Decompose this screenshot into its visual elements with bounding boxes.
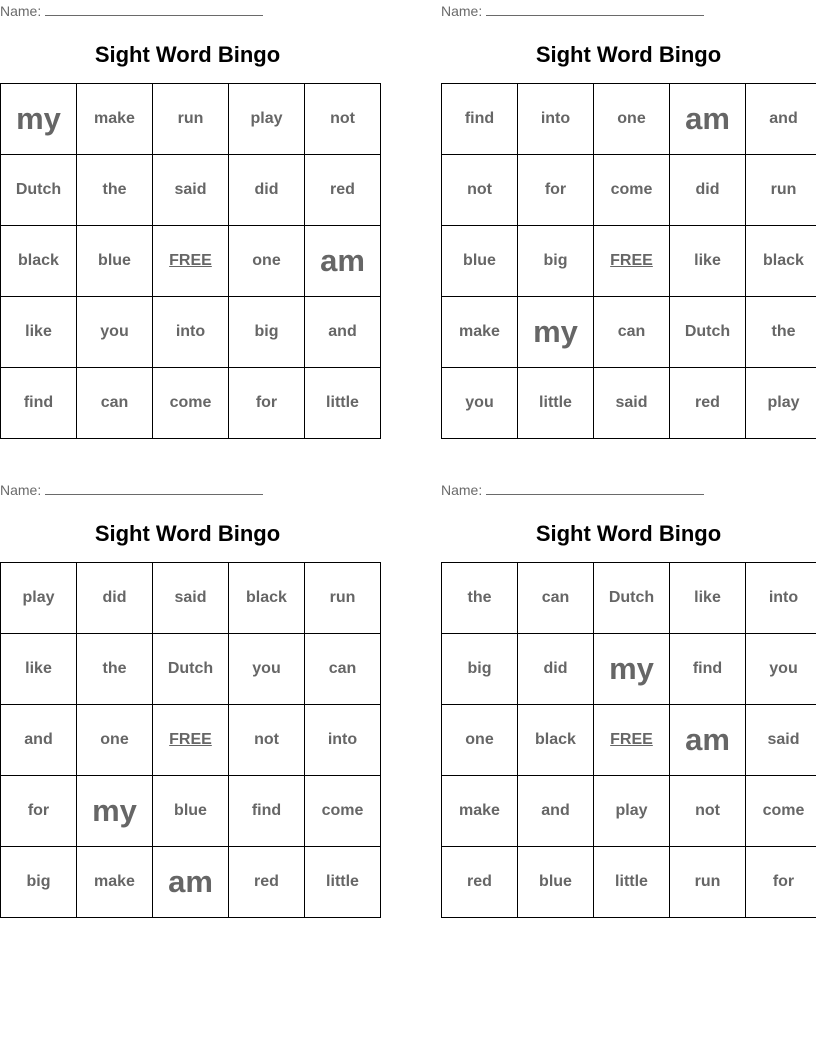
grid-cell: not — [229, 705, 305, 776]
grid-cell: play — [229, 84, 305, 155]
bingo-grid — [441, 83, 816, 439]
grid-cell: my — [518, 297, 594, 368]
grid-row — [442, 847, 816, 918]
grid-cell: blue — [153, 776, 229, 847]
grid-row — [442, 705, 816, 776]
grid-cell: you — [229, 634, 305, 705]
grid-cell: blue — [442, 226, 518, 297]
grid-cell: for — [229, 368, 305, 439]
grid-cell: did — [670, 155, 746, 226]
grid-cell: play — [1, 563, 77, 634]
bingo-grid — [0, 562, 381, 918]
name-field — [0, 481, 263, 499]
grid-cell: not — [305, 84, 381, 155]
grid-cell: find — [442, 84, 518, 155]
grid-cell: said — [594, 368, 670, 439]
grid-cell: run — [746, 155, 816, 226]
grid-cell: one — [594, 84, 670, 155]
grid-row — [442, 155, 816, 226]
grid-cell: make — [442, 776, 518, 847]
grid-row — [1, 634, 381, 705]
bingo-card-2 — [441, 0, 816, 434]
name-label: Name: — [0, 3, 42, 19]
grid-cell: run — [305, 563, 381, 634]
grid-row — [1, 155, 381, 226]
grid-cell: play — [746, 368, 816, 439]
grid-cell: black — [1, 226, 77, 297]
grid-cell: like — [670, 563, 746, 634]
grid-cell: into — [746, 563, 816, 634]
grid-cell: the — [77, 155, 153, 226]
grid-cell: did — [518, 634, 594, 705]
grid-cell: not — [442, 155, 518, 226]
grid-cell: find — [229, 776, 305, 847]
grid-cell: can — [518, 563, 594, 634]
grid-row — [442, 368, 816, 439]
grid-cell: the — [442, 563, 518, 634]
grid-cell: little — [305, 847, 381, 918]
grid-cell: one — [77, 705, 153, 776]
grid-cell: and — [305, 297, 381, 368]
bingo-grid — [0, 83, 381, 439]
grid-row — [1, 84, 381, 155]
grid-cell: the — [77, 634, 153, 705]
grid-cell: for — [1, 776, 77, 847]
grid-cell: red — [229, 847, 305, 918]
grid-row — [1, 776, 381, 847]
grid-cell: red — [670, 368, 746, 439]
grid-cell: Dutch — [670, 297, 746, 368]
grid-cell: little — [594, 847, 670, 918]
grid-cell: Dutch — [594, 563, 670, 634]
grid-cell: am — [670, 84, 746, 155]
grid-cell: run — [670, 847, 746, 918]
grid-row — [1, 563, 381, 634]
grid-cell: find — [670, 634, 746, 705]
name-blank-line — [486, 2, 704, 16]
card-title: Sight Word Bingo — [94, 42, 281, 67]
grid-cell: into — [153, 297, 229, 368]
grid-cell: make — [442, 297, 518, 368]
grid-row — [442, 563, 816, 634]
grid-cell: you — [746, 634, 816, 705]
grid-cell: black — [746, 226, 816, 297]
name-field — [441, 481, 704, 499]
grid-row — [442, 84, 816, 155]
grid-cell: one — [229, 226, 305, 297]
name-field — [441, 2, 704, 20]
grid-cell: the — [746, 297, 816, 368]
grid-cell: for — [518, 155, 594, 226]
grid-cell: find — [1, 368, 77, 439]
free-space: FREE — [594, 705, 670, 776]
grid-cell: big — [229, 297, 305, 368]
grid-row — [442, 226, 816, 297]
grid-cell: make — [77, 84, 153, 155]
bingo-card-1 — [0, 0, 375, 434]
grid-cell: am — [305, 226, 381, 297]
grid-cell: did — [77, 563, 153, 634]
grid-cell: into — [518, 84, 594, 155]
name-field — [0, 2, 263, 20]
grid-cell: said — [153, 155, 229, 226]
grid-row — [1, 847, 381, 918]
bingo-card-3 — [0, 479, 375, 913]
grid-cell: one — [442, 705, 518, 776]
name-blank-line — [45, 2, 263, 16]
grid-cell: my — [1, 84, 77, 155]
grid-cell: come — [746, 776, 816, 847]
grid-cell: run — [153, 84, 229, 155]
grid-cell: said — [746, 705, 816, 776]
grid-cell: my — [594, 634, 670, 705]
card-title: Sight Word Bingo — [535, 42, 722, 67]
card-title: Sight Word Bingo — [94, 521, 281, 546]
grid-cell: like — [670, 226, 746, 297]
free-space: FREE — [594, 226, 670, 297]
grid-row — [1, 226, 381, 297]
grid-cell: red — [305, 155, 381, 226]
grid-cell: into — [305, 705, 381, 776]
grid-cell: am — [670, 705, 746, 776]
name-blank-line — [45, 481, 263, 495]
grid-cell: make — [77, 847, 153, 918]
name-blank-line — [486, 481, 704, 495]
grid-cell: Dutch — [153, 634, 229, 705]
grid-cell: black — [518, 705, 594, 776]
grid-row — [1, 705, 381, 776]
grid-cell: like — [1, 634, 77, 705]
grid-cell: am — [153, 847, 229, 918]
grid-cell: play — [594, 776, 670, 847]
grid-cell: come — [305, 776, 381, 847]
grid-cell: can — [305, 634, 381, 705]
grid-cell: you — [77, 297, 153, 368]
grid-cell: big — [442, 634, 518, 705]
grid-cell: little — [305, 368, 381, 439]
free-space: FREE — [153, 705, 229, 776]
grid-cell: little — [518, 368, 594, 439]
grid-cell: not — [670, 776, 746, 847]
grid-cell: my — [77, 776, 153, 847]
grid-cell: can — [77, 368, 153, 439]
grid-cell: Dutch — [1, 155, 77, 226]
grid-cell: big — [1, 847, 77, 918]
grid-cell: did — [229, 155, 305, 226]
grid-cell: big — [518, 226, 594, 297]
grid-cell: blue — [77, 226, 153, 297]
bingo-grid — [441, 562, 816, 918]
name-label: Name: — [0, 482, 42, 498]
grid-row — [442, 776, 816, 847]
name-label: Name: — [441, 482, 483, 498]
name-label: Name: — [441, 3, 483, 19]
bingo-card-4 — [441, 479, 816, 913]
grid-cell: said — [153, 563, 229, 634]
grid-cell: for — [746, 847, 816, 918]
grid-cell: come — [594, 155, 670, 226]
grid-row — [1, 368, 381, 439]
grid-cell: and — [518, 776, 594, 847]
grid-cell: black — [229, 563, 305, 634]
grid-cell: can — [594, 297, 670, 368]
grid-cell: you — [442, 368, 518, 439]
grid-cell: and — [746, 84, 816, 155]
grid-cell: and — [1, 705, 77, 776]
card-title: Sight Word Bingo — [535, 521, 722, 546]
grid-cell: like — [1, 297, 77, 368]
grid-row — [442, 297, 816, 368]
grid-row — [442, 634, 816, 705]
grid-cell: red — [442, 847, 518, 918]
grid-cell: come — [153, 368, 229, 439]
grid-row — [1, 297, 381, 368]
grid-cell: blue — [518, 847, 594, 918]
free-space: FREE — [153, 226, 229, 297]
